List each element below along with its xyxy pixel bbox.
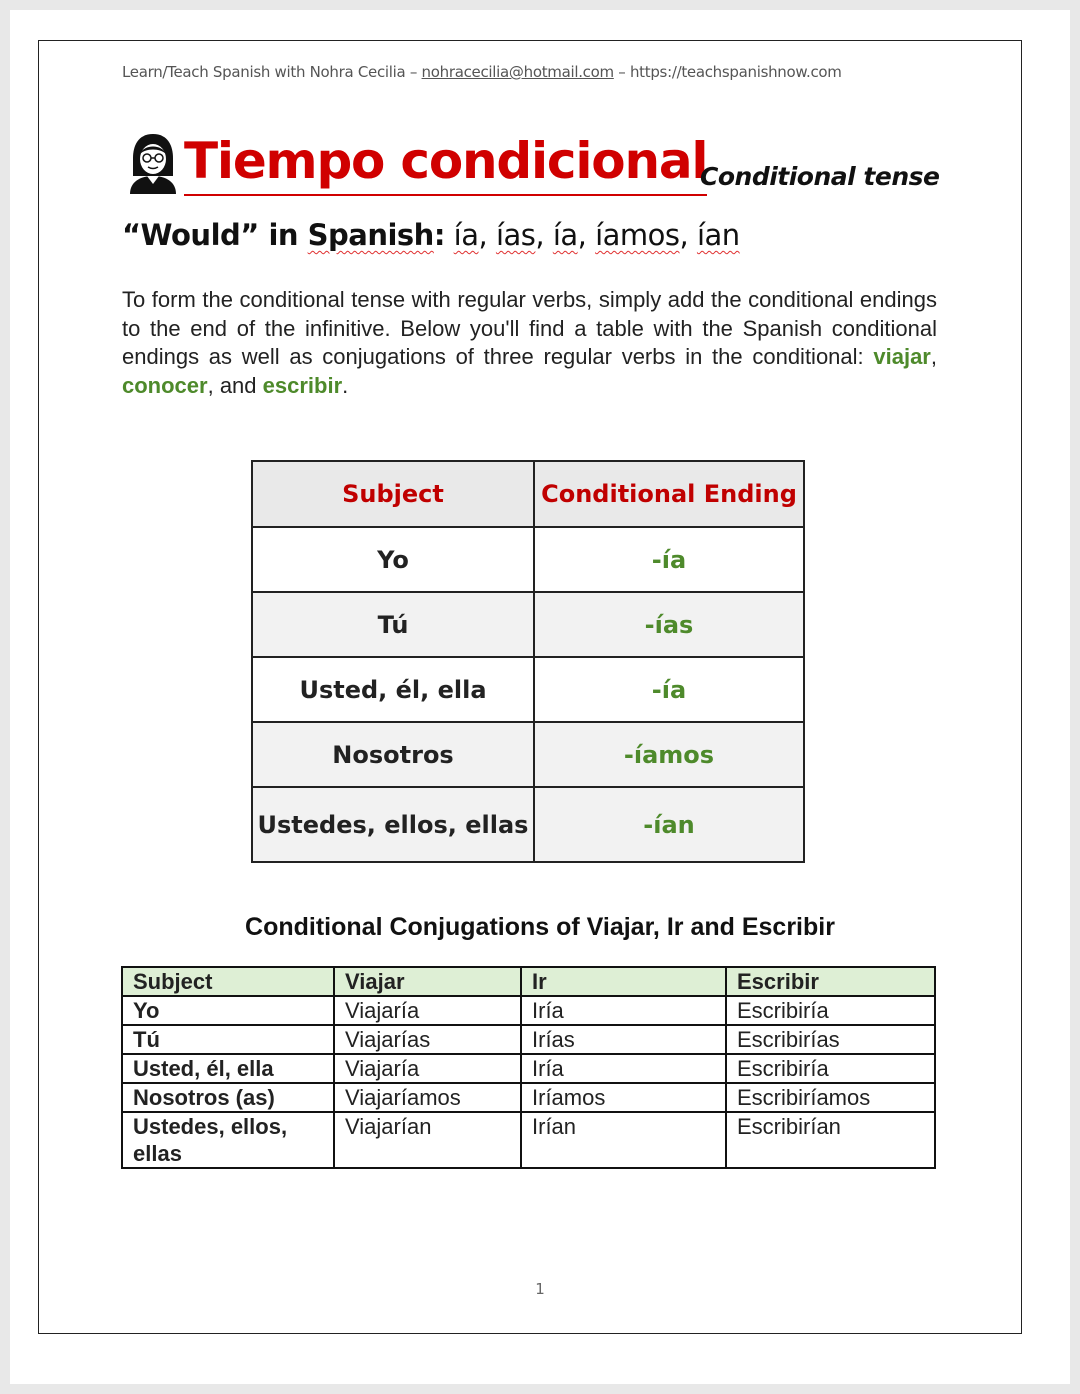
verb-escribir: escribir bbox=[262, 372, 343, 398]
would-label: “Would” in bbox=[122, 218, 308, 252]
viajar-cell: Viajaríamos bbox=[334, 1083, 521, 1112]
would-ending: ía bbox=[552, 218, 578, 252]
table-row bbox=[252, 787, 804, 862]
paragraph-end: . bbox=[342, 372, 349, 398]
verb-viajar: viajar bbox=[873, 344, 931, 369]
ending-cell: -ían bbox=[534, 787, 804, 862]
subject-cell: Nosotros bbox=[252, 722, 534, 787]
page-header bbox=[122, 63, 842, 81]
would-ending: ías bbox=[495, 218, 536, 252]
subject-cell: Ustedes, ellos, ellas bbox=[252, 787, 534, 862]
would-label-colon: : bbox=[433, 218, 445, 252]
table-row bbox=[252, 657, 804, 722]
subject-cell: Tú bbox=[252, 592, 534, 657]
header-subject: Subject bbox=[252, 461, 534, 527]
subject-cell: Yo bbox=[252, 527, 534, 592]
table-header-row bbox=[252, 461, 804, 527]
would-ending: ían bbox=[696, 218, 740, 252]
ir-cell: Irían bbox=[521, 1112, 726, 1168]
table-row bbox=[252, 527, 804, 592]
viajar-cell: Viajaría bbox=[334, 996, 521, 1025]
subject-cell: Ustedes, ellos, ellas bbox=[122, 1112, 334, 1168]
ending-cell: -íamos bbox=[534, 722, 804, 787]
ir-cell: Iríamos bbox=[521, 1083, 726, 1112]
header-website: – https://teachspanishnow.com bbox=[613, 63, 842, 81]
conjugations-title: Conditional Conjugations of Viajar, Ir and Escribir bbox=[245, 913, 835, 941]
would-label-spanish: Spanish bbox=[307, 218, 434, 252]
escribir-cell: Escribiríamos bbox=[726, 1083, 935, 1112]
would-ending: ía bbox=[453, 218, 479, 252]
page-title: Tiempo condicional bbox=[184, 128, 707, 196]
subject-cell: Usted, él, ella bbox=[252, 657, 534, 722]
table-row bbox=[122, 1025, 935, 1054]
would-ending: íamos bbox=[595, 218, 680, 252]
paragraph-separator: , and bbox=[207, 372, 263, 398]
escribir-cell: Escribiría bbox=[726, 1054, 935, 1083]
ending-cell: -ía bbox=[534, 527, 804, 592]
table-row bbox=[122, 996, 935, 1025]
header-conditional-ending: Conditional Ending bbox=[534, 461, 804, 527]
header-email-link[interactable]: nohracecilia@hotmail.com bbox=[421, 63, 614, 81]
header-viajar: Viajar bbox=[334, 967, 521, 996]
escribir-cell: Escribirían bbox=[726, 1112, 935, 1168]
teacher-avatar-icon bbox=[126, 132, 180, 194]
conjugations-table bbox=[121, 966, 936, 1169]
subject-cell: Usted, él, ella bbox=[122, 1054, 334, 1083]
ir-cell: Iría bbox=[521, 1054, 726, 1083]
intro-paragraph bbox=[122, 286, 937, 400]
escribir-cell: Escribiría bbox=[726, 996, 935, 1025]
header-prefix: Learn/Teach Spanish with Nohra Cecilia – bbox=[122, 63, 422, 81]
viajar-cell: Viajaría bbox=[334, 1054, 521, 1083]
header-escribir: Escribir bbox=[726, 967, 935, 996]
conditional-endings-table bbox=[251, 460, 805, 863]
ending-cell: -ía bbox=[534, 657, 804, 722]
table-row bbox=[122, 1083, 935, 1112]
table-row bbox=[252, 722, 804, 787]
header-ir: Ir bbox=[521, 967, 726, 996]
verb-conocer: conocer bbox=[122, 372, 208, 398]
paragraph-text: To form the conditional tense with regular verbs, simply add the conditional endings to the end of the infinitive. Below you'll find a table with the Spanish conditional endings as well as conjugations of three regular verbs in the conditional: bbox=[122, 287, 937, 369]
table-header-row bbox=[122, 967, 935, 996]
ending-cell: -ías bbox=[534, 592, 804, 657]
subject-cell: Tú bbox=[122, 1025, 334, 1054]
table-row bbox=[252, 592, 804, 657]
would-in-spanish-line: “Would” in Spanish: ía, ías, ía, íamos, ían bbox=[122, 218, 740, 252]
header-subject: Subject bbox=[122, 967, 334, 996]
ir-cell: Irías bbox=[521, 1025, 726, 1054]
escribir-cell: Escribirías bbox=[726, 1025, 935, 1054]
ir-cell: Iría bbox=[521, 996, 726, 1025]
subject-cell: Yo bbox=[122, 996, 334, 1025]
paragraph-separator: , bbox=[930, 344, 937, 369]
page-number: 1 bbox=[535, 1280, 545, 1298]
table-row bbox=[122, 1054, 935, 1083]
english-subtitle: Conditional tense bbox=[700, 162, 940, 191]
table-row bbox=[122, 1112, 935, 1168]
viajar-cell: Viajarían bbox=[334, 1112, 521, 1168]
viajar-cell: Viajarías bbox=[334, 1025, 521, 1054]
subject-cell: Nosotros (as) bbox=[122, 1083, 334, 1112]
